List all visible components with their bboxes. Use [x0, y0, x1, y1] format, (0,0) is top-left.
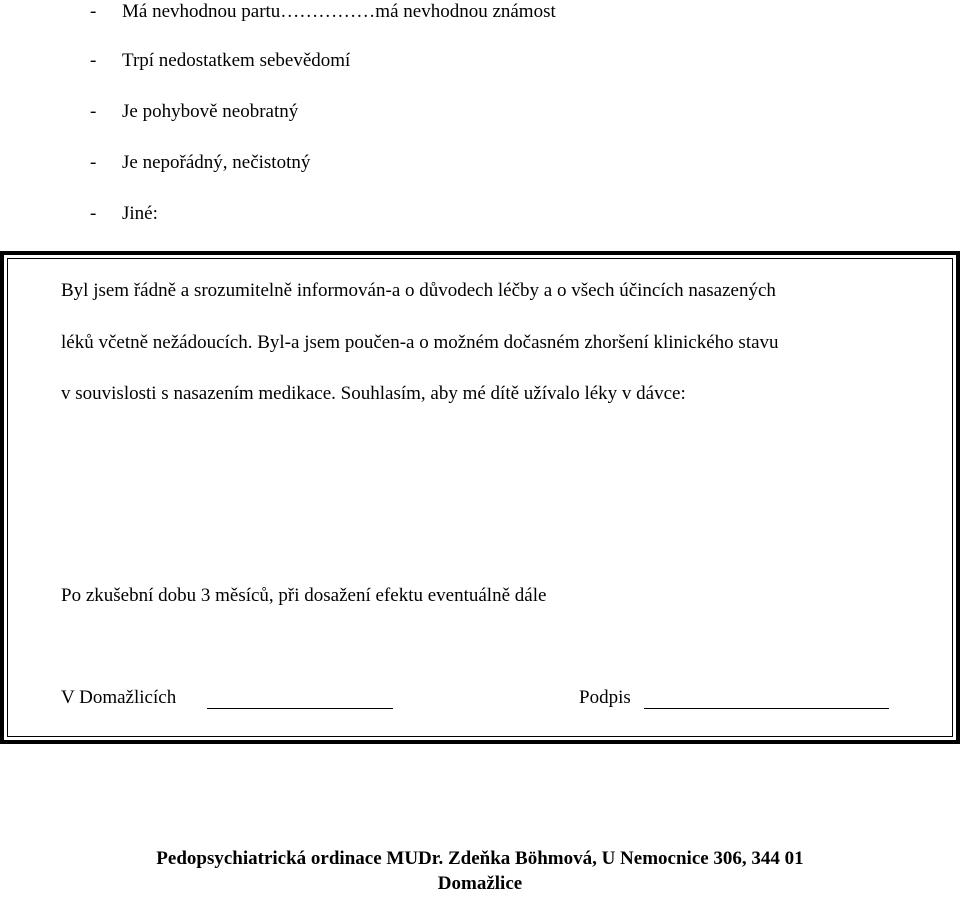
list-item [90, 0, 556, 24]
consent-line-1: Byl jsem řádně a srozumitelně informován-a o důvodech léčby a o všech účincích nasazených [61, 280, 776, 301]
list-item [90, 49, 350, 73]
list-item [90, 100, 298, 124]
list-item-text: Je nepořádný, nečistotný [122, 152, 311, 173]
list-item-text: Jiné: [122, 203, 158, 224]
list-item-text: Je pohybově neobratný [122, 101, 299, 122]
consent-line-2: léků včetně nežádoucích. Byl-a jsem poučen-a o možném dočasném zhoršení klinického stavu [61, 332, 779, 353]
list-dash: - [90, 203, 97, 224]
consent-box [0, 251, 960, 744]
list-item-text: Trpí nedostatkem sebevědomí [122, 50, 351, 71]
signature-line [644, 708, 889, 709]
list-dash: - [90, 101, 97, 122]
place-line [207, 708, 393, 709]
footer-address-line-2: Domažlice [437, 873, 523, 894]
signature-label: Podpis [579, 687, 631, 708]
list-item [90, 202, 158, 226]
list-dash: - [90, 50, 97, 71]
list-item-text: Má nevhodnou partu……………má nevhodnou známost [122, 1, 556, 22]
place-label: V Domažlicích [61, 687, 177, 708]
list-item [90, 151, 310, 175]
consent-line-3: v souvislosti s nasazením medikace. Souhlasím, aby mé dítě užívalo léky v dávce: [61, 383, 686, 404]
footer-address-line-1: Pedopsychiatrická ordinace MUDr. Zdeňka Böhmová, U Nemocnice 306, 344 01 [156, 848, 804, 869]
list-dash: - [90, 1, 97, 22]
trial-period-text: Po zkušební dobu 3 měsíců, při dosažení efektu eventuálně dále [61, 585, 547, 606]
list-dash: - [90, 152, 97, 173]
